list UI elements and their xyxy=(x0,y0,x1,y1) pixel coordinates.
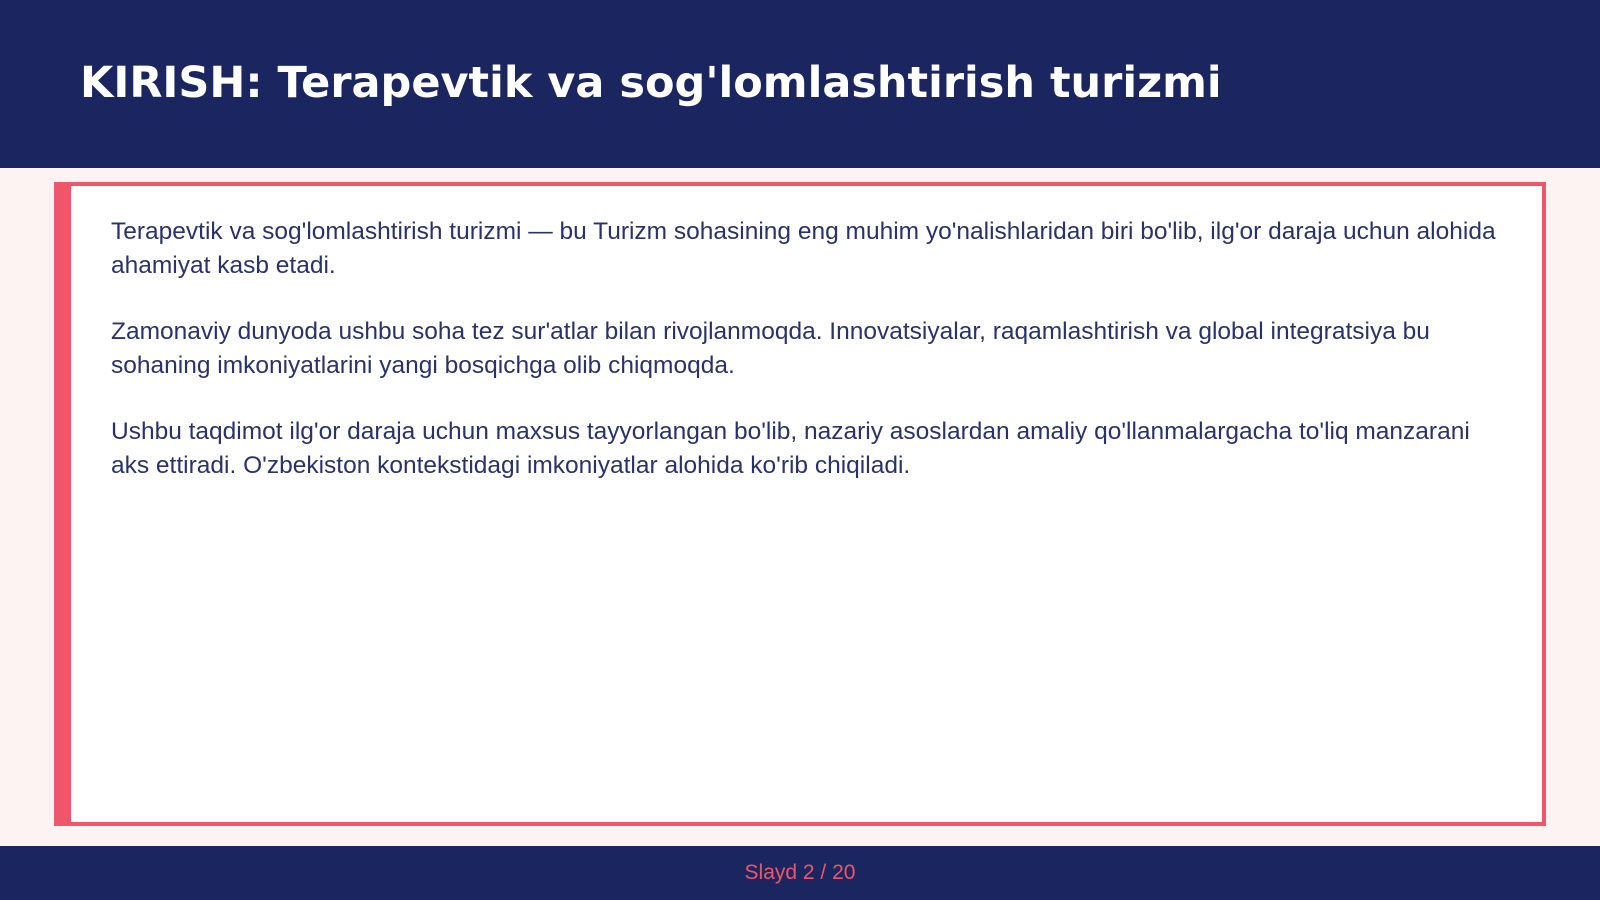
intro-paragraph: Terapevtik va sog'lomlashtirish turizmi — bu Turizm sohasining eng muhim yo'nalishlaridan biri bo'lib, ilg'or daraja uchun alohida ahamiyat kasb etadi. xyxy=(111,218,1496,279)
slide-counter: Slayd 2 / 20 xyxy=(744,861,856,884)
development-paragraph: Zamonaviy dunyoda ushbu soha tez sur'atlar bilan rivojlanmoqda. Innovatsiyalar, raqamlashtirish va global integratsiya bu sohaning imkoniyatlarini yangi bosqichga olib chiqmoqda. xyxy=(111,318,1430,379)
presentation-paragraph: Ushbu taqdimot ilg'or daraja uchun maxsus tayyorlangan bo'lib, nazariy asoslardan amaliy qo'llanmalargacha to'liq manzarani aks ettiradi. O'zbekiston kontekstidagi imkoniyatlar alohida ko'rib chiqiladi. xyxy=(111,418,1470,479)
slide-header xyxy=(0,0,1600,168)
slide-title: KIRISH: Terapevtik va sog'lomlashtirish turizmi xyxy=(80,58,1222,108)
content-box xyxy=(54,182,1546,826)
slide-footer xyxy=(0,846,1600,900)
